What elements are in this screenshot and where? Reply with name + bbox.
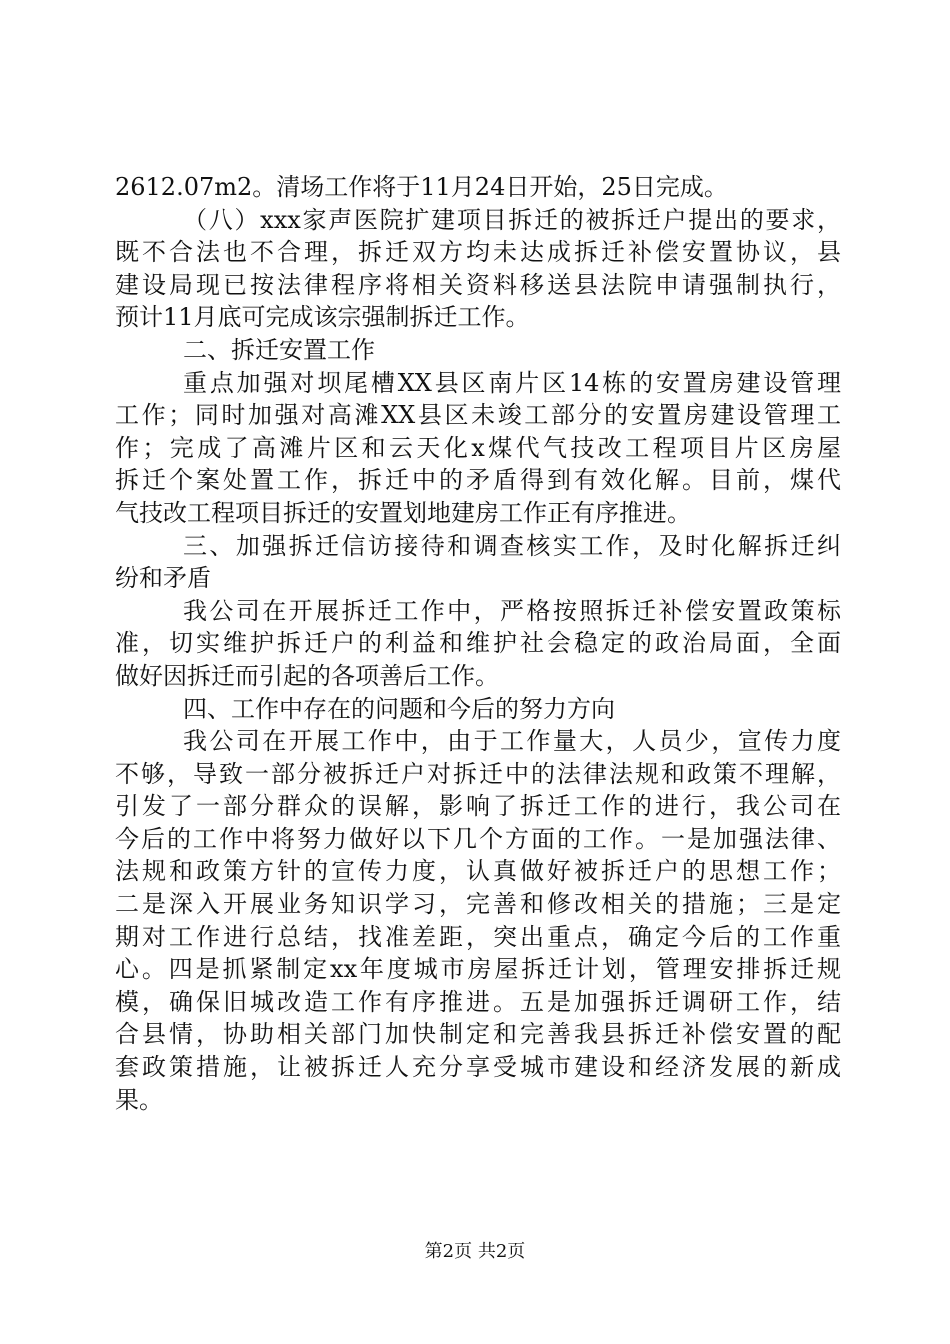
text-line: （八）xxx家声医院扩建项目拆迁的被拆迁户提出的要求， (183, 205, 841, 234)
text-line: 纷和矛盾 (115, 564, 211, 593)
text-line: 拆迁个案处置工作，拆迁中的矛盾得到有效化解。目前，煤代 (115, 466, 841, 495)
text-line: 既不合法也不合理，拆迁双方均未达成拆迁补偿安置协议，县 (115, 238, 841, 267)
text-line: 今后的工作中将努力做好以下几个方面的工作。一是加强法律、 (115, 824, 841, 853)
page-footer: 第2页 共2页 (424, 1241, 526, 1262)
text-line: 模，确保旧城改造工作有序推进。五是加强拆迁调研工作，结 (115, 987, 841, 1016)
text-line: 果。 (115, 1085, 163, 1114)
text-line: 准，切实维护拆迁户的利益和维护社会稳定的政治局面，全面 (115, 629, 841, 658)
text-line: 三、加强拆迁信访接待和调查核实工作，及时化解拆迁纠 (183, 531, 841, 560)
text-line: 二、拆迁安置工作 (183, 335, 375, 364)
text-line: 不够，导致一部分被拆迁户对拆迁中的法律法规和政策不理解， (115, 759, 841, 788)
text-line: 气技改工程项目拆迁的安置划地建房工作正有序推进。 (115, 498, 691, 527)
text-line: 四、工作中存在的问题和今后的努力方向 (183, 694, 615, 723)
text-line: 期对工作进行总结，找准差距，突出重点，确定今后的工作重 (115, 922, 841, 951)
text-line: 套政策措施，让被拆迁人充分享受城市建设和经济发展的新成 (115, 1053, 841, 1082)
text-line: 心。四是抓紧制定xx年度城市房屋拆迁计划，管理安排拆迁规 (115, 955, 841, 984)
text-line: 引发了一部分群众的误解，影响了拆迁工作的进行，我公司在 (115, 792, 841, 821)
text-line: 做好因拆迁而引起的各项善后工作。 (115, 661, 499, 690)
text-line: 重点加强对坝尾槽XX县区南片区14栋的安置房建设管理 (183, 368, 841, 397)
text-line: 我公司在开展拆迁工作中，严格按照拆迁补偿安置政策标 (183, 596, 841, 625)
text-line: 合县情，协助相关部门加快制定和完善我县拆迁补偿安置的配 (115, 1020, 841, 1049)
text-line: 2612.07m2。清场工作将于11月24日开始，25日完成。 (115, 173, 728, 201)
text-line: 预计11月底可完成该宗强制拆迁工作。 (115, 303, 530, 332)
text-line: 我公司在开展工作中，由于工作量大，人员少，宣传力度 (183, 727, 841, 756)
document-body (115, 171, 841, 1116)
text-line: 法规和政策方针的宣传力度，认真做好被拆迁户的思想工作； (115, 857, 841, 886)
text-line: 建设局现已按法律程序将相关资料移送县法院申请强制执行， (115, 270, 841, 299)
text-line: 作；完成了高滩片区和云天化x煤代气技改工程项目片区房屋 (115, 433, 841, 462)
text-line: 工作；同时加强对高滩XX县区未竣工部分的安置房建设管理工 (115, 401, 841, 430)
text-line: 二是深入开展业务知识学习，完善和修改相关的措施；三是定 (115, 890, 841, 919)
